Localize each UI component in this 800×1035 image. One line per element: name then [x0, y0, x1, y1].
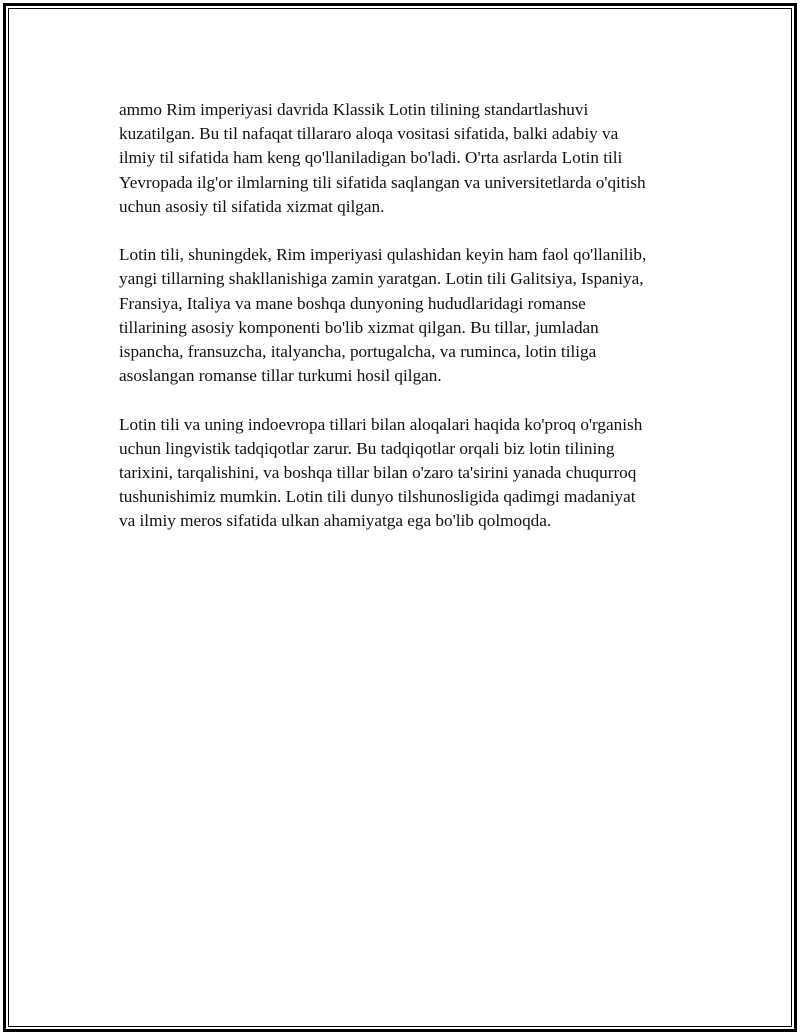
document-body [119, 98, 709, 558]
document-page [3, 3, 797, 1032]
paragraph-2: Lotin tili, shuningdek, Rim imperiyasi qulashidan keyin ham faol qo'llanilib, yangi tillarning shakllanishiga zamin yaratgan. Lotin tili Galitsiya, Ispaniya, Fransiya, Italiya va mane boshqa dunyoning hududlaridagi romanse tillarining asosiy komponenti bo'lib xizmat qilgan. Bu tillar, jumladan ispancha, fransuzcha, italyancha, portugalcha, va ruminca, lotin tiliga asoslangan romanse tillar turkumi hosil qilgan. [119, 245, 647, 386]
paragraph-3: Lotin tili va uning indoevropa tillari bilan aloqalari haqida ko'proq o'rganish uchun lingvistik tadqiqotlar zarur. Bu tadqiqotlar orqali biz lotin tilining tarixini, tarqalishini, va boshqa tillar bilan o'zaro ta'sirini yanada chuqurroq tushunishimiz mumkin. Lotin tili dunyo tilshunosligida qadimgi madaniyat va ilmiy meros sifatida ulkan ahamiyatga ega bo'lib qolmoqda. [119, 414, 643, 531]
paragraph-1: ammo Rim imperiyasi davrida Klassik Lotin tilining standartlashuvi kuzatilgan. Bu til nafaqat tillararo aloqa vositasi sifatida, balki adabiy va ilmiy til sifatida ham keng qo'llaniladigan bo'ladi. O'rta asrlarda Lotin tili Yevropada ilg'or ilmlarning tili sifatida saqlangan va universitetlarda o'qitish uchun asosiy til sifatida xizmat qilgan. [119, 100, 646, 216]
